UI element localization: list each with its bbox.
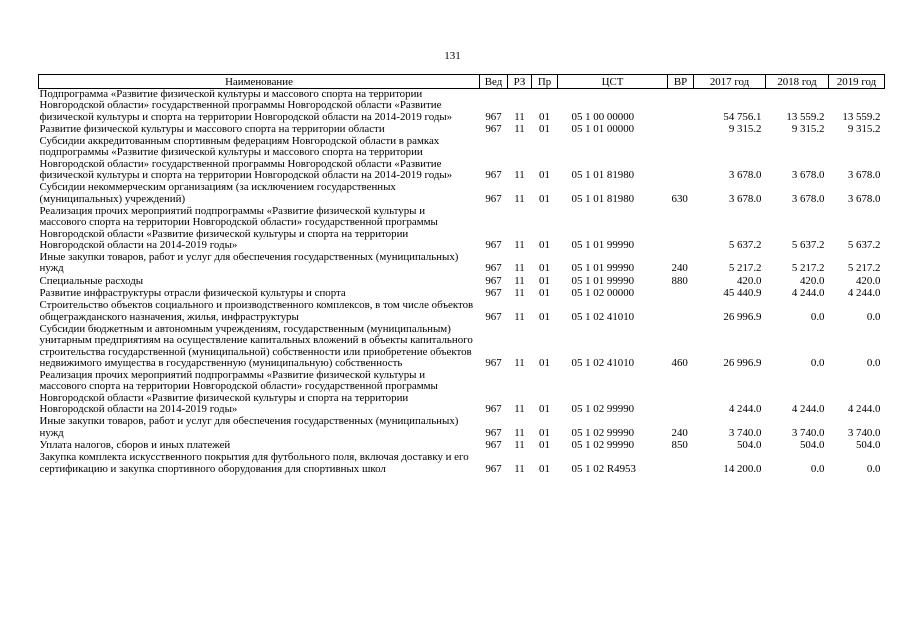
cell-2017: 4 244.0 (728, 403, 762, 416)
cell-name: Подпрограмма «Развитие физической культуры и массового спорта на территории Новгородской области» государственной программы Новгородской области «Развитие физической культуры и спорта на территории Новгородской области на 2014-2019 годы» (39, 88, 453, 123)
cell-vr (668, 452, 694, 476)
cell-vr: 460 (671, 356, 688, 369)
cell-pr: 01 (539, 122, 550, 135)
cell-cst: 05 1 01 00000 (571, 122, 635, 135)
cell-cst: 05 1 01 81980 (571, 192, 635, 205)
cell-rz: 11 (514, 438, 525, 451)
cell-name: Субсидии аккредитованным спортивным федерациям Новгородской области в рамках подпрограммы «Развитие физической культуры и массового спорта на территории Новгородской области» государственной программы Новгородской области «Развитие физической культуры и спорта на территории Новгородской области на 2014-2019 годы» (39, 135, 453, 182)
cell-2019: 4 244.0 (847, 403, 881, 416)
header-2017: 2017 год (694, 75, 766, 89)
cell-ved: 967 (485, 356, 502, 369)
cell-rz: 11 (514, 122, 525, 135)
cell-2019: 0.0 (866, 310, 881, 323)
cell-ved: 967 (485, 274, 502, 287)
cell-ved: 967 (485, 122, 502, 135)
cell-vr: 850 (671, 438, 688, 451)
page-number: 131 (444, 50, 461, 62)
cell-2018: 5 637.2 (791, 238, 825, 251)
cell-2019: 3 678.0 (847, 169, 881, 182)
cell-vr: 630 (671, 192, 688, 205)
cell-name: Закупка комплекта искусственного покрытия для футбольного поля, включая доставку и его сертификацию и закупка спортивного оборудования для спортивных школ (39, 451, 469, 475)
cell-2017: 54 756.1 (723, 110, 762, 123)
cell-2018: 420.0 (799, 274, 825, 287)
cell-cst: 05 1 02 99990 (571, 403, 635, 416)
cell-cst: 05 1 01 99990 (571, 262, 635, 275)
cell-pr: 01 (539, 462, 550, 475)
cell-cst: 05 1 02 41010 (571, 310, 635, 323)
cell-name: Специальные расходы (39, 274, 144, 287)
cell-2019: 3 678.0 (847, 192, 881, 205)
cell-2017: 14 200.0 (723, 462, 762, 475)
table-body (39, 89, 885, 476)
header-cst: ЦСТ (558, 75, 668, 89)
cell-pr: 01 (539, 169, 550, 182)
cell-rz: 11 (514, 356, 525, 369)
cell-2017: 26 996.9 (723, 356, 762, 369)
cell-2017: 5 217.2 (728, 262, 762, 275)
table-row (39, 206, 885, 252)
cell-2019: 5 217.2 (847, 262, 881, 275)
cell-vr (668, 136, 694, 182)
cell-vr (668, 124, 694, 136)
cell-name: Реализация прочих мероприятий подпрограммы «Развитие физической культуры и массового спорта на территории Новгородской области» государственной программы Новгородской области «Развитие физической культуры и спорта на территории Новгородской области на 2014-2019 годы» (39, 204, 438, 251)
cell-2018: 3 678.0 (791, 192, 825, 205)
cell-2017: 5 637.2 (728, 238, 762, 251)
cell-rz: 11 (514, 169, 525, 182)
header-ved: Вед (480, 75, 508, 89)
cell-cst: 05 1 02 41010 (571, 356, 635, 369)
cell-name: Иные закупки товаров, работ и услуг для обеспечения государственных (муниципальных) нужд (39, 415, 459, 439)
cell-2019: 0.0 (866, 462, 881, 475)
cell-2019: 13 559.2 (842, 110, 881, 123)
cell-2018: 3 678.0 (791, 169, 825, 182)
cell-rz: 11 (514, 310, 525, 323)
table-header (39, 75, 885, 89)
cell-2017: 3 740.0 (728, 426, 762, 439)
cell-pr: 01 (539, 310, 550, 323)
header-vr: ВР (668, 75, 694, 89)
cell-2019: 420.0 (855, 274, 881, 287)
cell-ved: 967 (485, 287, 502, 300)
cell-2018: 0.0 (810, 462, 825, 475)
table-row (39, 452, 885, 476)
cell-vr (668, 206, 694, 252)
cell-cst: 05 1 01 99990 (571, 238, 635, 251)
cell-pr: 01 (539, 438, 550, 451)
cell-2019: 0.0 (866, 356, 881, 369)
header-2018: 2018 год (766, 75, 829, 89)
cell-2017: 3 678.0 (728, 192, 762, 205)
cell-2019: 504.0 (855, 438, 881, 451)
cell-2018: 5 217.2 (791, 262, 825, 275)
cell-ved: 967 (485, 462, 502, 475)
cell-cst: 05 1 02 99990 (571, 438, 635, 451)
cell-name: Строительство объектов социального и производственного комплексов, в том числе объектов общегражданского назначения, жилья, инфраструктуры (39, 299, 474, 323)
table-row (39, 182, 885, 206)
cell-cst: 05 1 02 R4953 (571, 462, 636, 475)
cell-2018: 504.0 (799, 438, 825, 451)
cell-name: Развитие инфраструктуры отрасли физической культуры и спорта (39, 287, 346, 300)
table-row (39, 324, 885, 370)
cell-rz: 11 (514, 403, 525, 416)
cell-vr (668, 300, 694, 324)
cell-2018: 4 244.0 (791, 287, 825, 300)
cell-ved: 967 (485, 310, 502, 323)
cell-vr (668, 370, 694, 416)
cell-2018: 9 315.2 (791, 122, 825, 135)
cell-2018: 13 559.2 (786, 110, 825, 123)
cell-2018: 4 244.0 (791, 403, 825, 416)
cell-vr: 240 (671, 426, 688, 439)
cell-2017: 26 996.9 (723, 310, 762, 323)
cell-2017: 504.0 (736, 438, 762, 451)
cell-2019: 9 315.2 (847, 122, 881, 135)
cell-cst: 05 1 02 99990 (571, 426, 635, 439)
cell-ved: 967 (485, 238, 502, 251)
cell-2019: 4 244.0 (847, 287, 881, 300)
cell-cst: 05 1 01 99990 (571, 274, 635, 287)
cell-name: Реализация прочих мероприятий подпрограммы «Развитие физической культуры и массового спорта на территории Новгородской области» государственной программы Новгородской области «Развитие физической культуры и спорта на территории Новгородской области на 2014-2019 годы» (39, 369, 438, 416)
cell-pr: 01 (539, 274, 550, 287)
cell-ved: 967 (485, 169, 502, 182)
cell-cst: 05 1 01 81980 (571, 169, 635, 182)
cell-pr: 01 (539, 356, 550, 369)
cell-2017: 3 678.0 (728, 169, 762, 182)
cell-pr: 01 (539, 238, 550, 251)
cell-2018: 3 740.0 (791, 426, 825, 439)
table-row (39, 252, 885, 276)
cell-2018: 0.0 (810, 356, 825, 369)
cell-pr: 01 (539, 192, 550, 205)
cell-rz: 11 (514, 426, 525, 439)
header-pr: Пр (532, 75, 558, 89)
cell-2018: 0.0 (810, 310, 825, 323)
cell-cst: 05 1 00 00000 (571, 110, 635, 123)
cell-name: Уплата налогов, сборов и иных платежей (39, 438, 231, 451)
budget-table (38, 74, 885, 476)
cell-pr: 01 (539, 287, 550, 300)
cell-rz: 11 (514, 287, 525, 300)
cell-ved: 967 (485, 262, 502, 275)
cell-vr: 880 (671, 274, 688, 287)
cell-rz: 11 (514, 262, 525, 275)
table-row (39, 89, 885, 124)
cell-vr: 240 (671, 262, 688, 275)
cell-ved: 967 (485, 192, 502, 205)
cell-vr (668, 89, 694, 124)
cell-pr: 01 (539, 403, 550, 416)
cell-rz: 11 (514, 238, 525, 251)
cell-cst: 05 1 02 00000 (571, 287, 635, 300)
cell-vr (668, 288, 694, 300)
cell-rz: 11 (514, 274, 525, 287)
cell-ved: 967 (485, 426, 502, 439)
table-row (39, 416, 885, 440)
cell-2017: 420.0 (736, 274, 762, 287)
header-name: Наименование (39, 75, 480, 89)
cell-name: Иные закупки товаров, работ и услуг для обеспечения государственных (муниципальных) нужд (39, 251, 459, 275)
cell-rz: 11 (514, 110, 525, 123)
table-row (39, 136, 885, 182)
cell-name: Субсидии некоммерческим организациям (за исключением государственных (муниципальных) учреждений) (39, 181, 396, 205)
cell-ved: 967 (485, 110, 502, 123)
cell-ved: 967 (485, 438, 502, 451)
header-2019: 2019 год (829, 75, 885, 89)
cell-2019: 5 637.2 (847, 238, 881, 251)
cell-name: Субсидии бюджетным и автономным учреждениям, государственным (муниципальным) унитарным предприятиям на осуществление капитальных вложений в объекты капитального строительства государственной (муниципальной) собственности или приобретение объектов недвижимого имущества в государственную (муниципальную) собственность (39, 322, 473, 369)
cell-pr: 01 (539, 262, 550, 275)
header-rz: РЗ (508, 75, 532, 89)
cell-pr: 01 (539, 110, 550, 123)
cell-pr: 01 (539, 426, 550, 439)
table-row (39, 300, 885, 324)
cell-2017: 9 315.2 (728, 122, 762, 135)
cell-ved: 967 (485, 403, 502, 416)
cell-name: Развитие физической культуры и массового спорта на территории области (39, 122, 385, 135)
table-row (39, 370, 885, 416)
cell-rz: 11 (514, 462, 525, 475)
cell-2017: 45 440.9 (723, 287, 762, 300)
cell-rz: 11 (514, 192, 525, 205)
cell-2019: 3 740.0 (847, 426, 881, 439)
